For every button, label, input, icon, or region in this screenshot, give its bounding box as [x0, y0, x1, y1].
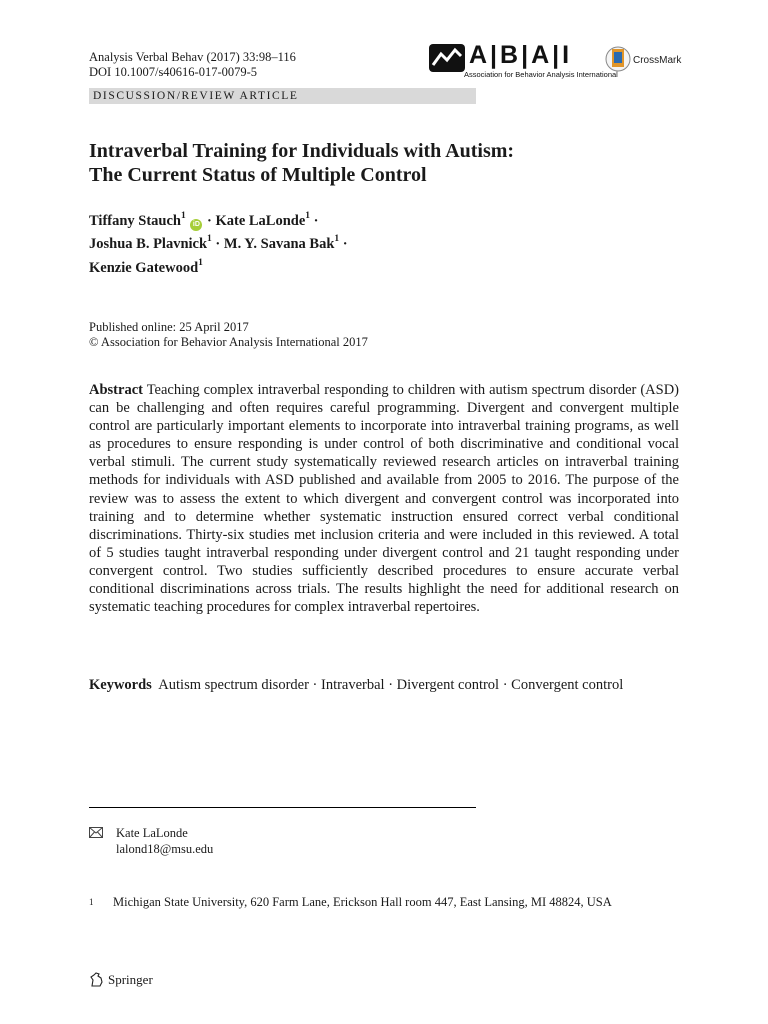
publisher-logos — [428, 43, 684, 83]
author-name[interactable]: Joshua B. Plavnick — [89, 236, 208, 253]
author-name[interactable]: Tiffany Stauch — [89, 212, 181, 229]
title-line-2: The Current Status of Multiple Control — [89, 164, 427, 186]
footnote-divider — [89, 807, 476, 808]
abstract-text: Teaching complex intraverbal responding to children with autism spectrum disorder (ASD) can be challenging and often requires careful programming. Divergent and convergent multiple control are particularly important elements to incorporate into intraverbal training programs, as well as procedures to ensure responding is under control of both discriminative and conditional vocal verbal stimuli. The current study systematically reviewed research articles on intraverbal training methods for individuals with ASD published and available from 2005 to 2016. The purpose of the review was to assess the extent to which divergent and convergent control was incorporated into training and to determine whether systematic instruction ensured correct verbal conditional discriminations. Thirty-six studies met inclusion criteria and were included in this reviewed. A total of 5 studies taught intraverbal responding under divergent control and 21 taught responding under convergent control. Two studies sufficiently described procedures to ensure accurate verbal conditional discriminations across trials. The results highlight the need for additional research on systematic teaching procedures for complex intraverbal repertoires. — [89, 382, 679, 616]
article-title — [89, 139, 689, 187]
springer-horse-icon — [89, 972, 105, 988]
author-affiliation-mark: 1 — [207, 234, 212, 245]
author-affiliation-mark: 1 — [198, 257, 203, 268]
keywords-heading: Keywords — [89, 677, 152, 693]
author-line-1: Tiffany Stauch$^1$ iD · Kate LaLonde$^1$ · — [89, 211, 319, 229]
abai-logo-subtitle: Association for Behavior Analysis International — [464, 70, 618, 79]
abstract-heading: Abstract — [89, 382, 143, 398]
author-name[interactable]: Kate LaLonde — [215, 212, 306, 229]
affiliation-text: Michigan State University, 620 Farm Lane, Erickson Hall room 447, East Lansing, MI 48824, USA — [113, 895, 612, 909]
publisher-name: Springer — [108, 972, 153, 987]
author-line-3 — [89, 255, 689, 278]
author-affiliation-mark: 1 — [334, 234, 340, 245]
doi-link[interactable]: DOI 10.1007/s40616-017-0079-5 — [89, 65, 258, 79]
copyright-notice: © Association for Behavior Analysis International 2017 — [89, 335, 368, 349]
published-date: Published online: 25 April 2017 — [89, 320, 249, 334]
publisher-footer — [89, 972, 153, 988]
journal-citation: Analysis Verbal Behav (2017) 33:98–116 — [89, 50, 296, 64]
envelope-icon — [89, 827, 103, 838]
author-name[interactable]: M. Y. Savana Bak — [223, 236, 335, 253]
article-type-banner — [89, 88, 476, 104]
keywords-text: Autism spectrum disorder · Intraverbal · Divergent control · Convergent control — [158, 677, 624, 693]
abstract — [89, 381, 679, 616]
author-list — [89, 208, 689, 278]
author-affiliation-mark: 1 — [181, 211, 186, 221]
corresponding-author-name: Kate LaLonde — [116, 826, 188, 840]
abai-logo-text: A|B|A|I — [469, 41, 573, 69]
affiliation-number: 1 — [89, 897, 94, 907]
orcid-icon[interactable]: iD — [190, 219, 202, 231]
corresponding-author — [89, 825, 213, 857]
abai-logo-icon — [428, 43, 466, 73]
affiliation-footnote — [89, 894, 612, 910]
title-line-1: Intraverbal Training for Individuals with Autism: — [89, 140, 515, 162]
author-affiliation-mark: 1 — [305, 211, 311, 221]
keywords — [89, 676, 679, 694]
author-line-2: Joshua B. Plavnick$^1$ · M. Y. Savana Bak$^1$ · — [89, 234, 348, 253]
publication-info — [89, 320, 368, 350]
author-name[interactable]: Kenzie Gatewood — [89, 259, 199, 276]
crossmark-label[interactable]: CrossMark — [633, 55, 682, 66]
article-type-label: DISCUSSION/REVIEW ARTICLE — [93, 90, 299, 102]
crossmark-icon[interactable] — [605, 44, 631, 74]
corresponding-author-email[interactable]: lalond18@msu.edu — [116, 842, 214, 856]
